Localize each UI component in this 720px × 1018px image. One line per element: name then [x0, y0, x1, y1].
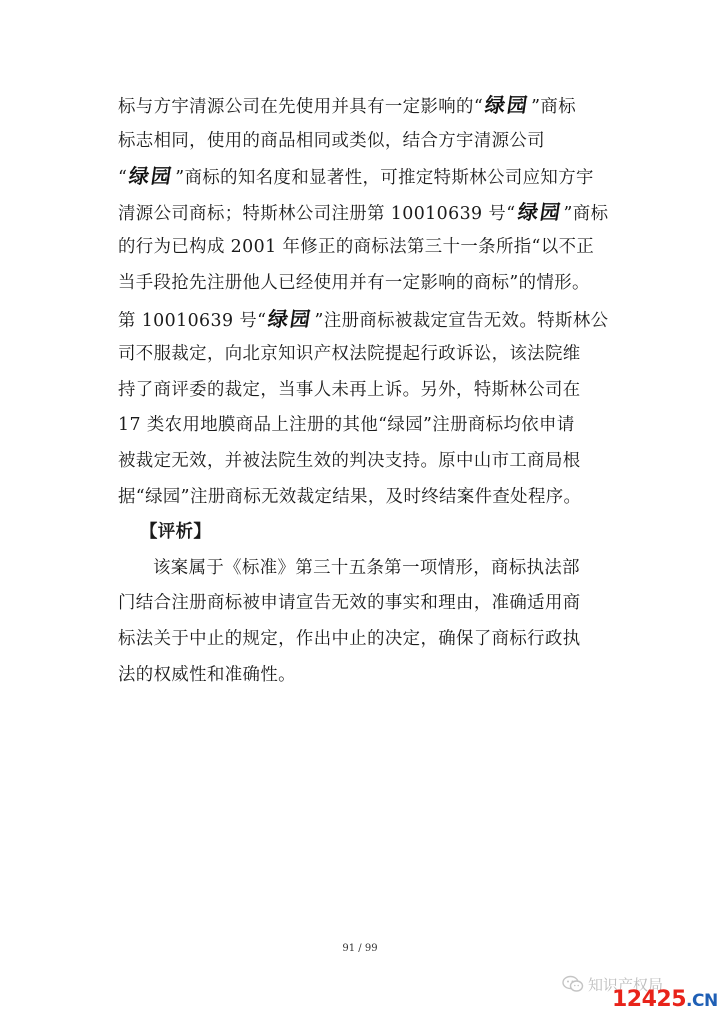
site-logo-domain: .CN	[686, 991, 718, 1011]
text-segment: 清源公司商标；特斯林公司注册第 10010639 号“	[118, 203, 516, 224]
site-logo-number: 12425	[612, 987, 687, 1012]
text-line: 持了商评委的裁定，当事人未再上诉。另外，特斯林公司在	[118, 379, 581, 400]
text-line: 当手段抢先注册他人已经使用并有一定影响的商标”的情形。	[118, 272, 590, 293]
text-line: 标法关于中止的规定，作出中止的决定，确保了商标行政执	[118, 628, 581, 649]
text-segment: “	[118, 168, 128, 189]
trademark-logo: 绿园	[483, 93, 531, 117]
text-line: 该案属于《标准》第三十五条第一项情形，商标执法部	[153, 557, 580, 578]
trademark-logo: 绿园	[515, 199, 564, 224]
text-line: 的行为已构成 2001 年修正的商标法第三十一条所指“以不正	[118, 237, 595, 258]
site-logo	[612, 988, 718, 1013]
body-text	[118, 88, 608, 693]
text-segment: 第 10010639 号“	[118, 310, 267, 331]
text-line	[118, 159, 608, 195]
text-segment: ”商标	[563, 203, 609, 224]
text-line: 司不服裁定，向北京知识产权法院提起行政诉讼，该法院维	[118, 344, 581, 365]
text-line	[118, 302, 608, 338]
text-line: 法的权威性和准确性。	[118, 664, 296, 685]
text-line	[118, 88, 608, 124]
trademark-logo: 绿园	[127, 164, 176, 189]
text-line: 门结合注册商标被申请宣告无效的事实和理由，准确适用商	[118, 593, 581, 614]
analysis-heading: 【评析】	[140, 522, 212, 543]
text-segment: ”商标的知名度和显著性，可推定特斯林公司应知方宇	[175, 168, 594, 189]
text-line: 据“绿园”注册商标无效裁定结果，及时终结案件查处程序。	[118, 486, 582, 507]
text-line	[118, 195, 608, 231]
trademark-logo: 绿园	[266, 306, 315, 331]
watermark-text: 知识产权局	[588, 975, 664, 994]
text-line: 被裁定无效，并被法院生效的判决支持。原中山市工商局根	[118, 450, 581, 471]
text-segment: 标与方宇清源公司在先使用并具有一定影响的“	[118, 97, 484, 117]
page-number: 91 / 99	[342, 943, 378, 954]
text-line: 标志相同，使用的商品相同或类似，结合方宇清源公司	[118, 130, 545, 151]
text-segment: ”注册商标被裁定宣告无效。特斯林公	[314, 310, 609, 331]
text-line: 17 类农用地膜商品上注册的其他“绿园”注册商标均依申请	[118, 415, 575, 436]
text-segment: ”商标	[531, 97, 576, 117]
wechat-icon	[562, 975, 584, 993]
